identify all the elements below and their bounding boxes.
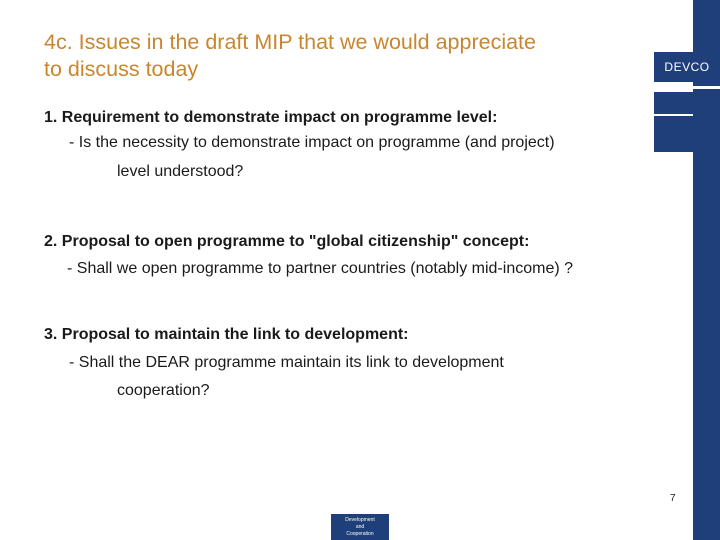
item-1-detail-line-2: level understood? bbox=[117, 163, 244, 180]
item-1-detail-line-1: - Is the necessity to demonstrate impact on programme (and project) bbox=[69, 134, 555, 151]
title-line-2: to discuss today bbox=[44, 57, 199, 81]
page-number: 7 bbox=[670, 493, 676, 504]
item-2-heading: 2. Proposal to open programme to "global citizenship" concept: bbox=[44, 233, 530, 250]
title-line-1: 4c. Issues in the draft MIP that we would appreciate bbox=[44, 30, 536, 54]
logo-line-2: and bbox=[355, 524, 365, 530]
item-1-heading: 1. Requirement to demonstrate impact on programme level: bbox=[44, 109, 498, 126]
item-2-detail-line-1: - Shall we open programme to partner countries (notably mid-income) ? bbox=[67, 260, 574, 277]
devco-tab: DEVCO bbox=[654, 52, 720, 82]
item-3-heading: 3. Proposal to maintain the link to development: bbox=[44, 326, 409, 343]
devco-footer-logo bbox=[331, 514, 389, 540]
logo-line-1: Development bbox=[345, 517, 375, 523]
item-3-detail-line-1: - Shall the DEAR programme maintain its link to development bbox=[69, 354, 504, 371]
logo-line-3: Cooperation bbox=[346, 531, 374, 537]
item-3-detail-line-2: cooperation? bbox=[117, 382, 210, 399]
